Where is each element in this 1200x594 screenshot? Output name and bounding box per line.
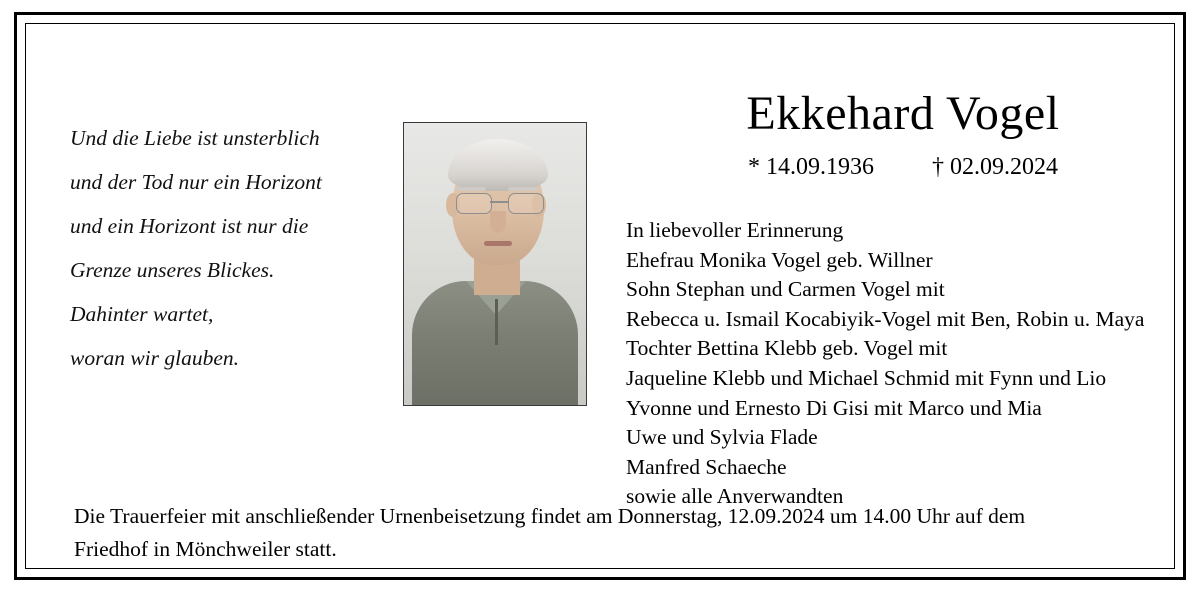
deceased-name: Ekkehard Vogel xyxy=(746,87,1060,140)
family-line: Rebecca u. Ismail Kocabiyik-Vogel mit Ben, Robin u. Maya xyxy=(626,306,1145,331)
verse-line: Grenze unseres Blickes. xyxy=(70,258,275,282)
notice-inner-border xyxy=(25,23,1175,569)
family-line: Tochter Bettina Klebb geb. Vogel mit xyxy=(626,336,948,361)
glasses-lens-left xyxy=(456,193,492,214)
funeral-details-line: Die Trauerfeier mit anschließender Urnenbeisetzung findet am Donnerstag, 12.09.2024 um 14.00 Uhr auf dem xyxy=(74,504,1026,528)
portrait-hair xyxy=(448,139,548,191)
portrait-zipper xyxy=(495,299,498,345)
family-line: Ehefrau Monika Vogel geb. Willner xyxy=(626,247,933,272)
portrait-nose xyxy=(490,211,506,233)
portrait-photo xyxy=(403,122,587,406)
portrait-brow-right xyxy=(508,187,538,191)
obituary-notice-card xyxy=(14,12,1186,580)
verse-line: und der Tod nur ein Horizont xyxy=(70,170,322,194)
family-list xyxy=(626,216,1200,512)
verse-line: Dahinter wartet, xyxy=(70,302,214,326)
portrait-mouth xyxy=(484,241,512,246)
portrait-brow-left xyxy=(456,187,486,191)
funeral-details xyxy=(74,500,1164,566)
family-line: Yvonne und Ernesto Di Gisi mit Marco und Mia xyxy=(626,395,1042,420)
family-line: Manfred Schaeche xyxy=(626,454,787,479)
birth-date: * 14.09.1936 xyxy=(748,154,874,180)
verse-line: woran wir glauben. xyxy=(70,346,240,370)
glasses-bridge xyxy=(490,201,508,203)
notice-content xyxy=(26,24,1174,568)
portrait-photo-image xyxy=(404,123,586,405)
family-line: Jaqueline Klebb und Michael Schmid mit Fynn und Lio xyxy=(626,365,1107,390)
memorial-verse xyxy=(70,116,390,380)
glasses-lens-right xyxy=(508,193,544,214)
family-line: Uwe und Sylvia Flade xyxy=(626,425,818,450)
family-line: sowie alle Anverwandten xyxy=(626,484,844,509)
family-line: In liebevoller Erinnerung xyxy=(626,218,844,242)
death-date: † 02.09.2024 xyxy=(932,154,1058,180)
glasses-icon xyxy=(454,193,544,213)
verse-line: Und die Liebe ist unsterblich xyxy=(70,126,320,150)
family-line: Sohn Stephan und Carmen Vogel mit xyxy=(626,277,945,302)
life-dates xyxy=(618,154,1188,181)
verse-line: und ein Horizont ist nur die xyxy=(70,214,309,238)
funeral-details-line: Friedhof in Mönchweiler statt. xyxy=(74,537,337,561)
